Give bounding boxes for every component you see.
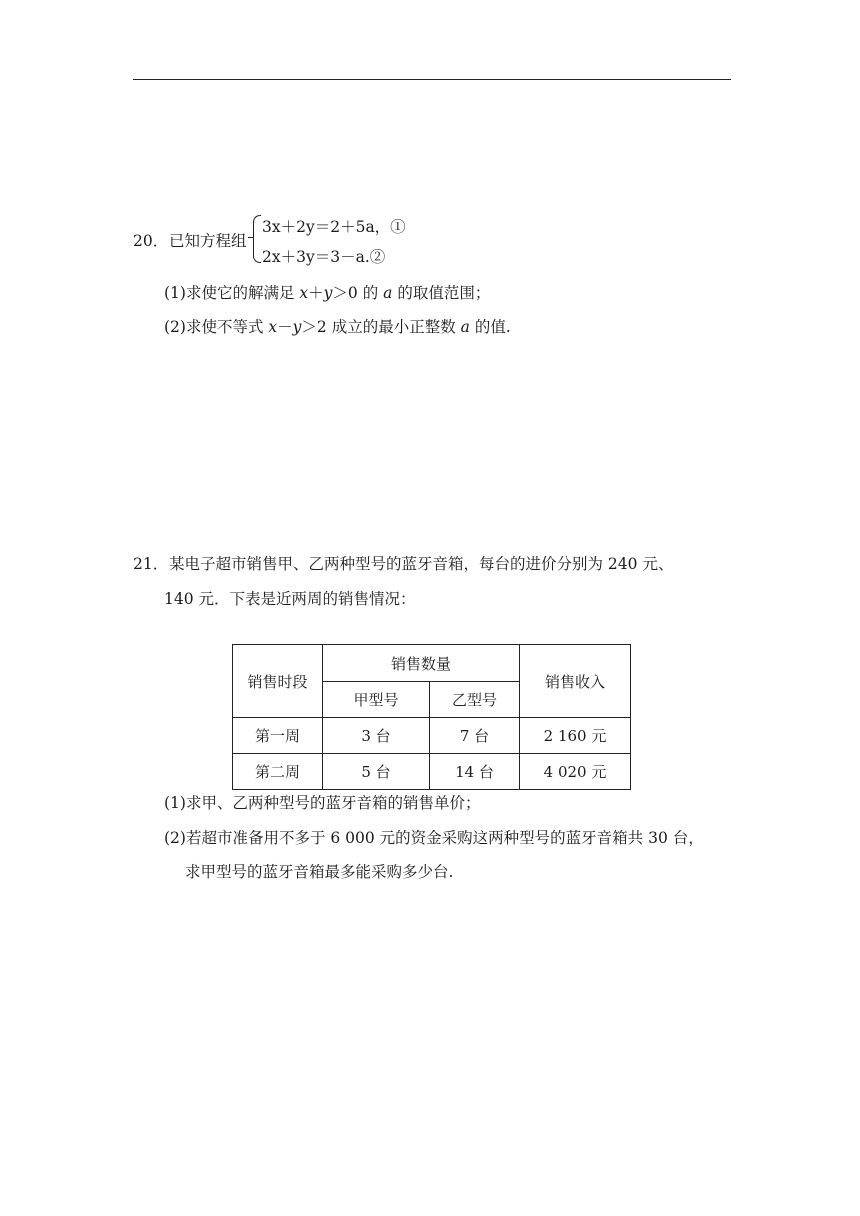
row-type-b: 14 台 <box>430 754 520 790</box>
row-period: 第二周 <box>233 754 323 790</box>
row-type-a: 3 台 <box>323 718 430 754</box>
header-type-b: 乙型号 <box>430 682 520 718</box>
var-x: x <box>299 284 309 302</box>
row-period: 第一周 <box>233 718 323 754</box>
q21-line-1: 某电子超市销售甲、乙两种型号的蓝牙音箱，每台的进价分别为 240 元、 <box>169 555 674 573</box>
q20-part1-post: 的取值范围； <box>392 284 491 302</box>
header-type-a: 甲型号 <box>323 682 430 718</box>
equation-brace-tip <box>248 237 254 238</box>
var-x: x <box>268 318 278 336</box>
q21-part2-line-1: (2)若超市准备用不多于 6 000 元的资金采购这两种型号的蓝牙音箱共 30 台， <box>164 829 704 847</box>
row-revenue: 4 020 元 <box>520 754 631 790</box>
header-revenue: 销售收入 <box>520 645 631 718</box>
var-a: a <box>460 318 470 336</box>
q20-number: 20． <box>133 232 169 250</box>
row-revenue: 2 160 元 <box>520 718 631 754</box>
equation-brace <box>253 215 261 263</box>
table-header-row <box>233 645 631 682</box>
var-y: y <box>292 318 302 336</box>
q20-part2 <box>164 315 511 337</box>
q20-part2-post: 的值. <box>469 318 511 336</box>
q20-part2-gt2: ＞2 成立的最小正整数 <box>301 318 461 336</box>
q20-equation-2: 2x＋3y＝3－a.② <box>262 248 386 266</box>
header-quantity: 销售数量 <box>323 645 520 682</box>
var-a: a <box>383 284 393 302</box>
sales-table <box>232 644 631 790</box>
q20-part2-minus: － <box>277 318 293 336</box>
row-type-b: 7 台 <box>430 718 520 754</box>
q21-part2-line-2: 求甲型号的蓝牙音箱最多能采购多少台. <box>185 863 454 881</box>
var-y: y <box>323 284 333 302</box>
q20-part1-gt0: ＞0 的 <box>332 284 384 302</box>
q20-part1-plus: ＋ <box>308 284 324 302</box>
q21-part1: (1)求甲、乙两种型号的蓝牙音箱的销售单价； <box>164 794 481 812</box>
header-rule <box>133 79 731 80</box>
table-row <box>233 718 631 754</box>
q20-intro: 已知方程组 <box>169 232 247 250</box>
row-type-a: 5 台 <box>323 754 430 790</box>
table-row <box>233 754 631 790</box>
header-period: 销售时段 <box>233 645 323 718</box>
q21-line-2: 140 元．下表是近两周的销售情况： <box>164 590 416 608</box>
q20-part2-pre: (2)求使不等式 <box>164 318 269 336</box>
q20-part1 <box>164 281 490 303</box>
q21-number: 21． <box>133 555 169 573</box>
q20-part1-pre: (1)求使它的解满足 <box>164 284 300 302</box>
q20-equation-1: 3x＋2y＝2＋5a，① <box>262 218 406 236</box>
